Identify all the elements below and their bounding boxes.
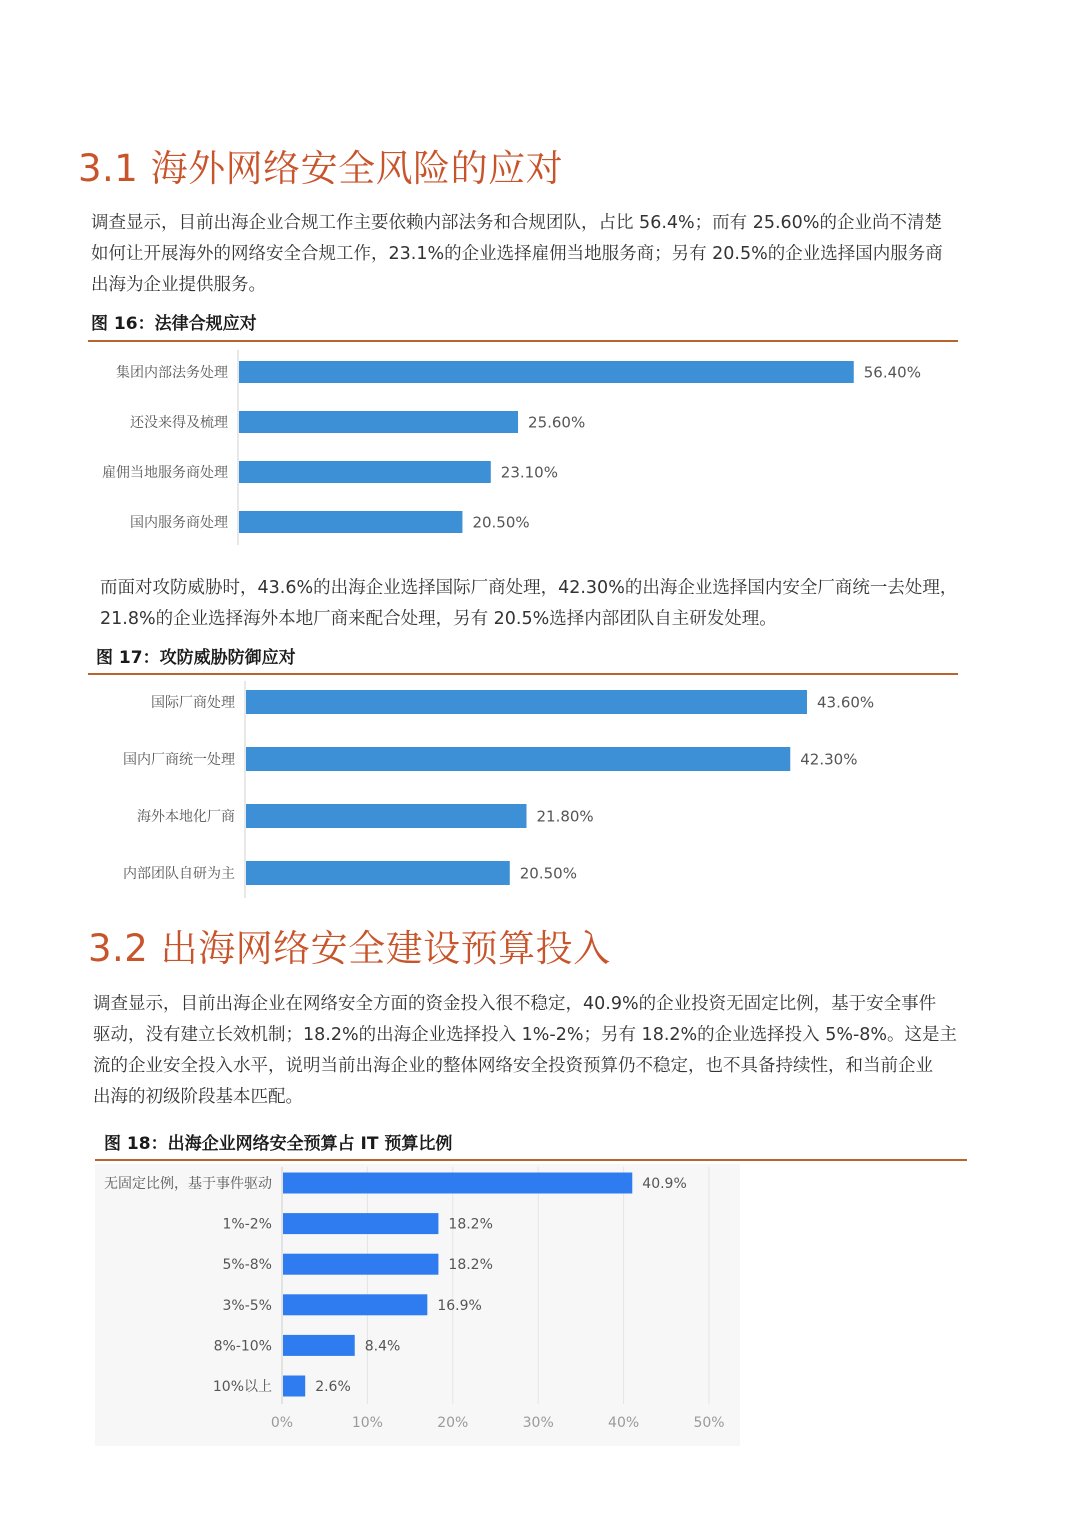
category-label: 雇佣当地服务商处理 [102,465,228,482]
data-label: 43.60% [816,693,875,712]
data-label: 21.80% [536,807,594,826]
figure-16-rule [88,340,958,342]
category-label: 集团内部法务处理 [116,365,228,382]
data-label: 56.40% [863,363,921,382]
data-label: 25.60% [528,413,586,432]
figure-18-title: 图 18：出海企业网络安全预算占 IT 预算比例 [104,1134,453,1154]
category-label: 还没来得及梳理 [130,415,228,432]
data-label: 18.2% [448,1257,493,1274]
figure-18-chart [95,1164,745,1449]
category-label: 国内厂商统一处理 [123,752,235,769]
figure-17-chart [88,678,968,903]
category-label: 无固定比例，基于事件驱动 [104,1176,272,1193]
data-label: 23.10% [500,463,558,482]
data-label: 40.9% [642,1176,687,1193]
figure-18-rule [95,1159,967,1161]
data-label: 18.2% [448,1216,493,1233]
data-label: 8.4% [364,1338,401,1355]
x-tick-label: 50% [693,1415,725,1431]
figure-16-chart [88,345,968,550]
category-label: 10%以上 [212,1379,272,1396]
bar [246,690,807,714]
category-label: 国际厂商处理 [151,695,235,712]
paragraph-legal-compliance [91,208,943,301]
x-tick-label: 0% [270,1415,294,1431]
paragraph-threat-defense [100,573,957,635]
paragraph-line: 调查显示，目前出海企业在网络安全方面的资金投入很不稳定，40.9%的企业投资无固定比例，基于安全事件 [93,994,937,1014]
section-heading-3-2: 3.2 出海网络安全建设预算投入 [88,927,611,970]
paragraph-line: 调查显示，目前出海企业合规工作主要依赖内部法务和合规团队，占比 56.4%；而有 25.60%的企业尚不清楚 [91,213,942,233]
bar [283,1213,438,1234]
bar [283,1173,632,1194]
data-label: 20.50% [519,864,577,883]
paragraph-line: 如何让开展海外的网络安全合规工作，23.1%的企业选择雇佣当地服务商；另有 20.5%的企业选择国内服务商 [91,244,943,264]
paragraph-line: 驱动，没有建立长效机制；18.2%的出海企业选择投入 1%-2%；另有 18.2%的企业选择投入 5%-8%。这是主 [93,1025,958,1045]
category-label: 1%-2% [222,1216,272,1233]
paragraph-line: 流的企业安全投入水平，说明当前出海企业的整体网络安全投资预算仍不稳定，也不具备持续性，和当前企业 [93,1056,933,1076]
bar [246,747,790,771]
x-tick-label: 40% [608,1415,640,1431]
bar [239,411,518,433]
x-tick-label: 20% [437,1415,469,1431]
paragraph-line: 出海的初级阶段基本匹配。 [93,1087,303,1107]
bar [283,1294,427,1315]
section-heading-3-1: 3.1 海外网络安全风险的应对 [78,147,564,190]
category-label: 内部团队自研为主 [123,866,235,883]
x-tick-label: 30% [522,1415,554,1431]
bar [239,511,462,533]
figure-17-rule [88,673,958,675]
bar [246,804,526,828]
category-label: 国内服务商处理 [130,515,228,532]
category-label: 5%-8% [222,1257,272,1274]
x-tick-label: 10% [351,1415,383,1431]
data-label: 2.6% [315,1379,351,1396]
paragraph-line: 出海为企业提供服务。 [91,275,266,295]
bar [283,1254,438,1275]
category-label: 3%-5% [222,1297,272,1314]
bar [283,1335,355,1356]
paragraph-line: 而面对攻防威胁时，43.6%的出海企业选择国际厂商处理，42.30%的出海企业选择国内安全厂商统一去处理， [100,578,958,598]
paragraph-budget [93,989,957,1113]
bar [246,861,510,885]
data-label: 42.30% [800,750,858,769]
category-label: 海外本地化厂商 [137,809,235,826]
category-label: 8%-10% [213,1338,272,1355]
figure-17-title: 图 17：攻防威胁防御应对 [96,648,296,668]
bar [283,1376,305,1397]
figure-16-title: 图 16：法律合规应对 [91,314,257,334]
bar [239,461,491,483]
data-label: 20.50% [472,513,530,532]
data-label: 16.9% [437,1297,482,1314]
bar [239,361,854,383]
paragraph-line: 21.8%的企业选择海外本地厂商来配合处理，另有 20.5%选择内部团队自主研发处理。 [100,609,777,629]
